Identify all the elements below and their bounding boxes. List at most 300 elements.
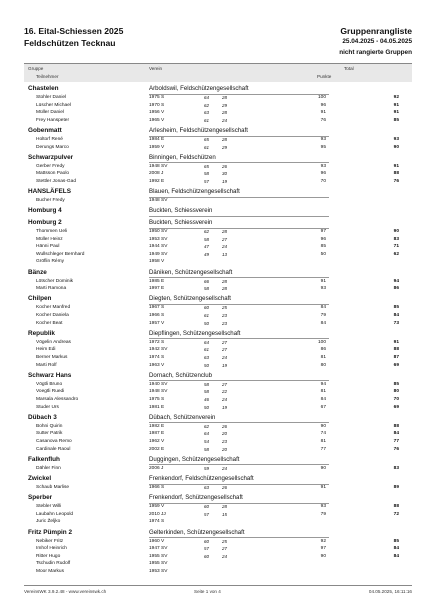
score-series-2: 27 xyxy=(222,236,228,242)
member-row xyxy=(24,305,412,313)
member-category: 1984 E xyxy=(149,137,165,142)
member-category: 1974 S xyxy=(149,354,165,360)
group-block xyxy=(24,207,412,217)
score-series-1: 60 xyxy=(204,504,210,510)
group-block xyxy=(24,494,412,527)
page-number: Seite 1 von 4 xyxy=(194,589,221,594)
member-total: 84 xyxy=(393,431,399,437)
score-series-2: 28 xyxy=(222,278,228,284)
score-series-2: 26 xyxy=(222,163,228,169)
member-row xyxy=(24,259,412,267)
score-series-2: 29 xyxy=(222,144,228,150)
member-name: Sutter Patrik xyxy=(36,431,63,437)
member-total: 88 xyxy=(393,504,399,510)
member-category: 1958 V xyxy=(149,259,165,265)
member-total: 70 xyxy=(393,396,399,402)
score-series-1: 59 xyxy=(204,465,210,471)
member-name: Cardinale Raoul xyxy=(36,446,71,452)
member-points: 96 xyxy=(320,171,326,177)
member-row xyxy=(24,237,412,245)
score-series-2: 20 xyxy=(222,446,228,452)
group-name: Schwarz Hans xyxy=(28,371,72,379)
group-block xyxy=(24,85,412,125)
member-row xyxy=(24,279,412,287)
member-category: 1953 SV xyxy=(149,236,168,242)
member-row xyxy=(24,137,412,145)
score-series-1: 58 xyxy=(204,286,210,292)
member-total: 83 xyxy=(393,236,399,242)
score-series-1: 60 xyxy=(204,538,210,544)
member-name: Thommen Ueli xyxy=(36,229,68,234)
member-points: 67 xyxy=(320,404,326,410)
member-total: 69 xyxy=(393,404,399,410)
member-category: 1997 E xyxy=(149,286,165,292)
member-name: Holtorf René xyxy=(36,137,63,142)
member-total: 84 xyxy=(393,553,399,559)
score-series-2: 26 xyxy=(222,485,228,490)
member-category: 1957 V xyxy=(149,320,165,326)
score-series-2: 23 xyxy=(222,438,228,444)
member-name: Müller Daniel xyxy=(36,110,64,116)
group-club: Blauen, Feldschützengesellschaft xyxy=(149,188,240,196)
score-series-2: 30 xyxy=(222,171,228,177)
page-footer xyxy=(24,589,412,597)
member-row xyxy=(24,347,412,355)
member-points: 70 xyxy=(320,178,326,184)
member-total: 92 xyxy=(393,95,399,100)
member-category: 1963 V xyxy=(149,362,165,368)
score-series-1: 66 xyxy=(204,278,210,284)
member-category: 1960 V xyxy=(149,538,165,544)
member-total: 85 xyxy=(393,305,399,311)
member-row xyxy=(24,554,412,562)
member-points: 91 xyxy=(320,485,326,490)
score-series-1: 57 xyxy=(204,511,210,517)
member-name: Imhof Heinrich xyxy=(36,546,67,552)
member-name: Vögtli Bruno xyxy=(36,381,63,387)
score-series-1: 58 xyxy=(204,171,210,177)
score-series-2: 28 xyxy=(222,137,228,142)
member-total: 91 xyxy=(393,163,399,169)
member-total: 88 xyxy=(393,171,399,177)
score-series-2: 27 xyxy=(222,347,228,353)
member-row xyxy=(24,539,412,547)
score-series-2: 22 xyxy=(222,389,228,395)
member-points: 92 xyxy=(320,538,326,544)
score-series-2: 19 xyxy=(222,404,228,410)
member-total: 76 xyxy=(393,178,399,184)
member-row xyxy=(24,546,412,554)
member-name: Lötscher Dominik xyxy=(36,278,74,284)
score-series-2: 28 xyxy=(222,504,228,510)
member-total: 69 xyxy=(393,362,399,368)
member-total: 76 xyxy=(393,446,399,452)
member-category: 1965 V xyxy=(149,117,165,123)
member-category: 1962 V xyxy=(149,438,165,444)
score-series-2: 29 xyxy=(222,102,228,108)
group-name: Chastelen xyxy=(28,85,59,92)
score-series-1: 63 xyxy=(204,110,210,116)
score-series-1: 46 xyxy=(204,396,210,402)
group-club: Gelterkinden, Schützengesellschaft xyxy=(149,528,245,536)
member-points: 80 xyxy=(320,362,326,368)
member-row xyxy=(24,179,412,187)
member-row xyxy=(24,252,412,260)
score-series-2: 19 xyxy=(222,178,228,184)
group-club: Dübach, Schützenverein xyxy=(149,413,216,421)
member-total: 90 xyxy=(393,229,399,234)
member-total: 85 xyxy=(393,381,399,387)
member-row xyxy=(24,397,412,405)
member-points: 94 xyxy=(320,381,326,387)
member-category: 2008 J xyxy=(149,171,164,177)
score-series-1: 61 xyxy=(204,347,210,353)
score-series-2: 24 xyxy=(222,117,228,123)
score-series-1: 58 xyxy=(204,446,210,452)
member-category: 1955 SV xyxy=(149,553,168,559)
score-series-1: 61 xyxy=(204,312,210,318)
group-block xyxy=(24,372,412,412)
group-block xyxy=(24,475,412,493)
member-category: 1953 SV xyxy=(149,568,168,574)
group-block xyxy=(24,154,412,187)
member-name: Kocher Manfred xyxy=(36,305,71,311)
score-series-2: 28 xyxy=(222,110,228,116)
member-name: Stebler Willi xyxy=(36,504,62,510)
score-series-1: 50 xyxy=(204,404,210,410)
group-club: Diepflingen, Schützengesellschaft xyxy=(149,329,241,337)
member-name: Schaub Marlise xyxy=(36,485,70,490)
member-total: 89 xyxy=(393,485,399,490)
group-club: Buckten, Schiessverein xyxy=(149,207,213,215)
group-block xyxy=(24,269,412,294)
member-points: 97 xyxy=(320,546,326,552)
group-club: Duggingen, Schützengesellschaft xyxy=(149,455,240,463)
score-series-2: 25 xyxy=(222,538,228,544)
member-row xyxy=(24,244,412,252)
member-row xyxy=(24,321,412,329)
event-title: 16. Eital-Schiessen 2025 xyxy=(24,26,124,36)
member-name: Hänni Paul xyxy=(36,244,60,250)
member-points: 84 xyxy=(320,396,326,402)
score-series-2: 23 xyxy=(222,320,228,326)
group-name: Homburg 4 xyxy=(28,207,62,215)
member-category: 1956 V xyxy=(149,110,165,116)
member-points: 93 xyxy=(320,286,326,292)
member-category: 1944 SV xyxy=(149,244,168,250)
member-category: 2010 JJ xyxy=(149,511,166,517)
group-name: Schwarzpulver xyxy=(28,153,74,161)
member-row xyxy=(24,110,412,118)
member-total: 91 xyxy=(393,102,399,108)
score-series-1: 65 xyxy=(204,163,210,169)
member-total: 93 xyxy=(393,137,399,142)
col-participant: Teilnehmer xyxy=(36,73,59,79)
member-row xyxy=(24,569,412,577)
member-total: 73 xyxy=(393,320,399,326)
score-series-1: 61 xyxy=(204,117,210,123)
member-total: 71 xyxy=(393,244,399,250)
member-category: 1966 S xyxy=(149,485,165,490)
member-category: 1987 E xyxy=(149,431,165,437)
score-series-2: 28 xyxy=(222,95,228,100)
member-points: 96 xyxy=(320,236,326,242)
member-points: 81 xyxy=(320,389,326,395)
member-name: Nebiker Fritz xyxy=(36,538,64,544)
member-points: 93 xyxy=(320,504,326,510)
member-total: 94 xyxy=(393,278,399,284)
member-name: Studer Urs xyxy=(36,404,59,410)
member-name: Mattsson Paolo xyxy=(36,171,70,177)
score-series-2: 26 xyxy=(222,423,228,429)
score-series-1: 62 xyxy=(204,102,210,108)
member-row xyxy=(24,103,412,111)
member-points: 86 xyxy=(320,347,326,353)
group-name: Republik xyxy=(28,329,55,337)
member-name: Lüscher Michael xyxy=(36,102,71,108)
member-row xyxy=(24,424,412,432)
member-name: Casanova Remo xyxy=(36,438,72,444)
member-points: 91 xyxy=(320,278,326,284)
member-total: 90 xyxy=(393,144,399,150)
score-series-1: 62 xyxy=(204,229,210,234)
member-total: 62 xyxy=(393,251,399,257)
member-category: 1966 S xyxy=(149,312,165,318)
score-series-1: 60 xyxy=(204,305,210,311)
member-points: 96 xyxy=(320,102,326,108)
member-total: 85 xyxy=(393,538,399,544)
member-points: 91 xyxy=(320,110,326,116)
group-name: Falkenfluh xyxy=(28,455,60,463)
col-total: Total xyxy=(344,66,354,71)
score-series-2: 25 xyxy=(222,305,228,311)
score-series-1: 57 xyxy=(204,178,210,184)
footer-divider xyxy=(24,585,412,586)
score-series-2: 28 xyxy=(222,229,228,234)
member-name: Frey Hanspeter xyxy=(36,117,70,123)
member-row xyxy=(24,118,412,126)
member-category: 1975 S xyxy=(149,95,165,100)
score-series-1: 57 xyxy=(204,546,210,552)
member-row xyxy=(24,485,412,493)
member-points: 95 xyxy=(320,144,326,150)
member-points: 90 xyxy=(320,423,326,429)
member-name: Dähler Finn xyxy=(36,465,61,471)
group-name: Bänze xyxy=(28,268,47,276)
member-row xyxy=(24,389,412,397)
member-category: 1949 SV xyxy=(149,251,168,257)
member-points: 100 xyxy=(317,339,326,345)
score-series-2: 24 xyxy=(222,465,228,471)
group-block xyxy=(24,127,412,152)
group-name: Homburg 2 xyxy=(28,219,62,226)
member-name: Stettler Jonas-Gad xyxy=(36,178,76,184)
score-series-2: 27 xyxy=(222,381,228,387)
score-series-1: 47 xyxy=(204,244,210,250)
member-row xyxy=(24,171,412,179)
group-name: Gobenmatt xyxy=(28,127,62,134)
member-name: Wullschleger Bernhard xyxy=(36,251,85,257)
member-row xyxy=(24,95,412,103)
score-series-1: 63 xyxy=(204,354,210,360)
member-row xyxy=(24,466,412,474)
group-block xyxy=(24,219,412,267)
member-points: 93 xyxy=(320,137,326,142)
score-series-2: 24 xyxy=(222,396,228,402)
member-category: 1947 SV xyxy=(149,546,168,552)
member-total: 77 xyxy=(393,438,399,444)
column-header-bar xyxy=(24,64,412,82)
member-total: 84 xyxy=(393,546,399,552)
group-club: Buckten, Schiessverein xyxy=(149,219,213,226)
member-row xyxy=(24,405,412,413)
member-total: 84 xyxy=(393,312,399,318)
score-series-1: 50 xyxy=(204,362,210,368)
member-row xyxy=(24,355,412,363)
group-name: Zwickel xyxy=(28,475,52,482)
member-name: Voegtli Ruedi xyxy=(36,389,65,395)
member-points: 90 xyxy=(320,465,326,471)
group-name: Dübach 3 xyxy=(28,413,57,421)
member-category: 1950 SV xyxy=(149,229,168,234)
member-name: Laubahn Leopold xyxy=(36,511,74,517)
score-series-1: 61 xyxy=(204,144,210,150)
score-series-2: 15 xyxy=(222,511,228,517)
member-total: 91 xyxy=(393,110,399,116)
member-points: 77 xyxy=(320,446,326,452)
score-series-1: 62 xyxy=(204,423,210,429)
score-series-1: 63 xyxy=(204,485,210,490)
member-category: 1981 E xyxy=(149,404,165,410)
software-credit: VereinsWK 3.9.2.48 - www.vereinswk.ch xyxy=(24,589,107,594)
member-category: 1972 S xyxy=(149,339,165,345)
member-row xyxy=(24,561,412,569)
score-series-2: 27 xyxy=(222,546,228,552)
member-category: 1985 E xyxy=(149,278,165,284)
member-points: 84 xyxy=(320,305,326,311)
member-points: 81 xyxy=(320,438,326,444)
group-club: Arboldswil, Feldschützengesellschaft xyxy=(149,85,249,92)
member-name: Juric Željko xyxy=(36,519,61,525)
member-category: 1992 E xyxy=(149,178,165,184)
col-group: Gruppe xyxy=(28,66,44,71)
col-club: Verein xyxy=(149,66,163,71)
club-underline xyxy=(149,216,329,217)
member-name: Kocher Daniela xyxy=(36,312,69,318)
group-club: Dornach, Schützenclub xyxy=(149,371,213,379)
member-name: Marti Rolf xyxy=(36,362,57,368)
member-category: 1974 S xyxy=(149,519,165,525)
score-series-2: 13 xyxy=(222,251,228,257)
group-block xyxy=(24,188,412,206)
group-club: Frenkendorf, Feldschützengesellschaft xyxy=(149,475,254,482)
col-points: Punkte xyxy=(317,73,332,79)
member-total: 80 xyxy=(393,389,399,395)
score-series-1: 58 xyxy=(204,381,210,387)
member-points: 97 xyxy=(320,229,326,234)
member-row xyxy=(24,512,412,520)
member-row xyxy=(24,198,412,206)
member-category: 1955 SV xyxy=(149,561,168,567)
score-series-1: 64 xyxy=(204,431,210,437)
group-club: Binningen, Feldschützen xyxy=(149,153,216,161)
member-points: 90 xyxy=(320,553,326,559)
group-club: Däniken, Schützengesellschaft xyxy=(149,268,233,276)
group-club: Frenkendorf, Schützengesellschaft xyxy=(149,494,243,502)
member-points: 81 xyxy=(320,354,326,360)
member-category: 1959 V xyxy=(149,144,165,150)
member-name: Bucher Fredy xyxy=(36,198,65,204)
member-row xyxy=(24,229,412,237)
group-club: Arlesheim, Feldschützengesellschaft xyxy=(149,127,248,134)
score-series-2: 23 xyxy=(222,312,228,318)
member-total: 91 xyxy=(393,339,399,345)
group-block xyxy=(24,529,412,577)
member-category: 1948 SV xyxy=(149,389,168,395)
member-points: 100 xyxy=(317,95,326,100)
score-series-1: 65 xyxy=(204,137,210,142)
member-row xyxy=(24,340,412,348)
score-series-2: 27 xyxy=(222,339,228,345)
score-series-2: 19 xyxy=(222,362,228,368)
score-series-1: 49 xyxy=(204,251,210,257)
organizer-title: Feldschützen Tecknau xyxy=(24,38,116,48)
member-row xyxy=(24,382,412,390)
score-series-1: 58 xyxy=(204,236,210,242)
member-category: 1948 SV xyxy=(149,198,168,204)
member-row xyxy=(24,363,412,371)
score-series-1: 58 xyxy=(204,389,210,395)
score-series-2: 24 xyxy=(222,244,228,250)
score-series-2: 24 xyxy=(222,354,228,360)
member-name: Moor Markus xyxy=(36,568,64,574)
group-name: Sperber xyxy=(28,494,53,502)
member-total: 86 xyxy=(393,286,399,292)
member-name: Stohler Daniel xyxy=(36,95,67,100)
member-total: 88 xyxy=(393,347,399,353)
member-points: 93 xyxy=(320,163,326,169)
member-points: 76 xyxy=(320,117,326,123)
member-name: Heim Edi xyxy=(36,347,56,353)
report-subtitle: nicht rangierte Gruppen xyxy=(339,49,412,56)
member-points: 79 xyxy=(320,511,326,517)
report-title: Gruppenrangliste xyxy=(340,26,412,36)
score-series-1: 64 xyxy=(204,95,210,100)
score-series-2: 24 xyxy=(222,553,228,559)
member-row xyxy=(24,439,412,447)
score-series-1: 60 xyxy=(204,553,210,559)
member-name: Tschudin Rudolf xyxy=(36,561,71,567)
member-total: 83 xyxy=(393,465,399,471)
member-row xyxy=(24,164,412,172)
member-name: Marsala Alessandro xyxy=(36,396,79,402)
member-category: 1942 SV xyxy=(149,347,168,353)
member-category: 1948 SV xyxy=(149,163,168,169)
member-name: Marti Ramona xyxy=(36,286,67,292)
group-name: Chilpen xyxy=(28,295,52,303)
member-category: 2006 J xyxy=(149,465,164,471)
member-row xyxy=(24,447,412,455)
member-name: Gröflin Rémy xyxy=(36,259,64,265)
date-range: 25.04.2025 - 04.05.2025 xyxy=(342,38,412,45)
member-name: Derungs Marco xyxy=(36,144,69,150)
member-category: 1982 E xyxy=(149,423,165,429)
member-points: 79 xyxy=(320,312,326,318)
score-series-1: 50 xyxy=(204,320,210,326)
group-club: Diegten, Schützengesellschaft xyxy=(149,295,231,303)
member-points: 85 xyxy=(320,244,326,250)
member-category: 1940 SV xyxy=(149,381,168,387)
